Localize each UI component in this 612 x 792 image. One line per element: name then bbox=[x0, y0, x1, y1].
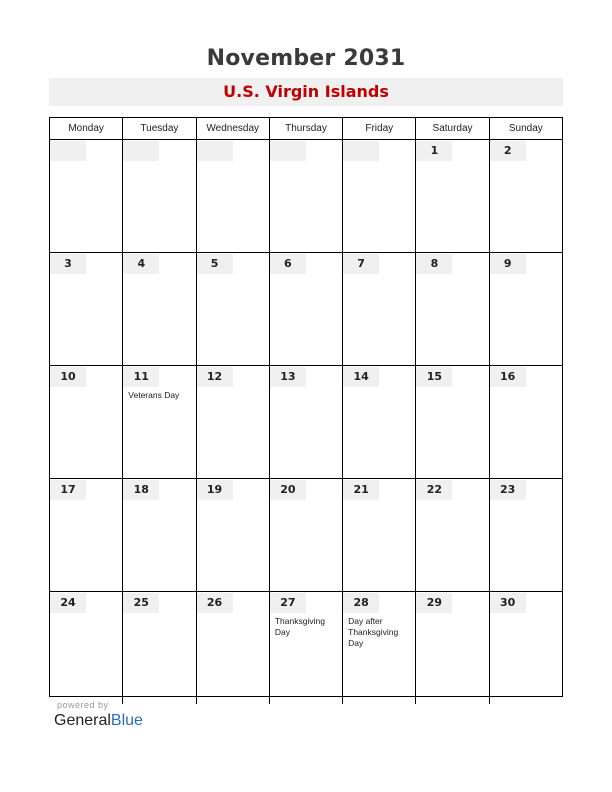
day-number bbox=[270, 141, 306, 161]
day-cell[interactable] bbox=[489, 366, 562, 478]
day-number: 29 bbox=[416, 593, 452, 613]
weekday-header: Tuesday bbox=[122, 118, 195, 139]
day-cell[interactable] bbox=[50, 479, 122, 591]
day-number: 21 bbox=[343, 480, 379, 500]
day-number: 17 bbox=[50, 480, 86, 500]
brand-blue: Blue bbox=[110, 712, 143, 729]
day-cell[interactable] bbox=[415, 479, 488, 591]
week-row bbox=[50, 140, 562, 253]
day-number: 4 bbox=[123, 254, 159, 274]
weeks-container bbox=[50, 140, 562, 704]
day-cell[interactable] bbox=[122, 366, 195, 478]
day-cell[interactable] bbox=[269, 366, 342, 478]
day-number: 15 bbox=[416, 367, 452, 387]
calendar-grid bbox=[49, 117, 563, 697]
day-number: 5 bbox=[197, 254, 233, 274]
holiday-label: Day after Thanksgiving Day bbox=[348, 616, 399, 648]
day-number: 10 bbox=[50, 367, 86, 387]
day-number: 9 bbox=[490, 254, 526, 274]
day-cell[interactable] bbox=[342, 253, 415, 365]
day-number: 26 bbox=[197, 593, 233, 613]
day-number: 3 bbox=[50, 254, 86, 274]
day-cell[interactable] bbox=[415, 592, 488, 704]
day-cell[interactable] bbox=[489, 479, 562, 591]
day-cell[interactable] bbox=[122, 253, 195, 365]
day-cell[interactable] bbox=[196, 253, 269, 365]
weekday-header: Thursday bbox=[269, 118, 342, 139]
day-cell[interactable] bbox=[196, 479, 269, 591]
day-number: 1 bbox=[416, 141, 452, 161]
day-number: 7 bbox=[343, 254, 379, 274]
week-row bbox=[50, 479, 562, 592]
day-cell[interactable] bbox=[196, 366, 269, 478]
day-number: 16 bbox=[490, 367, 526, 387]
day-cell[interactable] bbox=[269, 253, 342, 365]
day-number: 8 bbox=[416, 254, 452, 274]
day-number bbox=[197, 141, 233, 161]
day-cell[interactable] bbox=[122, 140, 195, 252]
weekday-header: Friday bbox=[342, 118, 415, 139]
day-number: 25 bbox=[123, 593, 159, 613]
day-number bbox=[50, 141, 86, 161]
day-cell[interactable] bbox=[342, 366, 415, 478]
day-number: 2 bbox=[490, 141, 526, 161]
holiday-label: Veterans Day bbox=[128, 390, 180, 400]
day-cell[interactable] bbox=[342, 592, 415, 704]
weekday-header: Wednesday bbox=[196, 118, 269, 139]
day-number: 18 bbox=[123, 480, 159, 500]
holiday-label: Thanksgiving Day bbox=[274, 616, 325, 637]
day-number: 14 bbox=[343, 367, 379, 387]
weekday-header: Sunday bbox=[489, 118, 562, 139]
day-cell[interactable] bbox=[489, 592, 562, 704]
page-title: November 2031 bbox=[206, 46, 406, 71]
weekday-header: Saturday bbox=[415, 118, 488, 139]
region-subtitle: U.S. Virgin Islands bbox=[49, 78, 563, 106]
day-number: 22 bbox=[416, 480, 452, 500]
day-number: 28 bbox=[343, 593, 379, 613]
day-cell[interactable] bbox=[415, 140, 488, 252]
day-cell[interactable] bbox=[122, 479, 195, 591]
day-number: 12 bbox=[197, 367, 233, 387]
day-cell[interactable] bbox=[342, 140, 415, 252]
day-cell[interactable] bbox=[489, 140, 562, 252]
day-cell[interactable] bbox=[342, 479, 415, 591]
day-number bbox=[343, 141, 379, 161]
day-cell[interactable] bbox=[122, 592, 195, 704]
day-cell[interactable] bbox=[269, 140, 342, 252]
day-cell[interactable] bbox=[50, 366, 122, 478]
day-cell[interactable] bbox=[269, 592, 342, 704]
powered-by-label: powered by bbox=[57, 700, 109, 710]
day-cell[interactable] bbox=[196, 140, 269, 252]
week-row bbox=[50, 366, 562, 479]
brand-general: General bbox=[54, 712, 111, 729]
day-cell[interactable] bbox=[196, 592, 269, 704]
day-cell[interactable] bbox=[415, 253, 488, 365]
day-cell[interactable] bbox=[50, 140, 122, 252]
day-number: 30 bbox=[490, 593, 526, 613]
day-number: 20 bbox=[270, 480, 306, 500]
day-cell[interactable] bbox=[269, 479, 342, 591]
day-number: 24 bbox=[50, 593, 86, 613]
weekday-header: Monday bbox=[68, 123, 104, 134]
day-cell[interactable] bbox=[489, 253, 562, 365]
day-cell[interactable] bbox=[50, 253, 122, 365]
weekday-header-row bbox=[50, 118, 562, 140]
day-number: 23 bbox=[490, 480, 526, 500]
day-cell[interactable] bbox=[415, 366, 488, 478]
day-number: 19 bbox=[197, 480, 233, 500]
week-row bbox=[50, 253, 562, 366]
day-number: 11 bbox=[123, 367, 159, 387]
day-cell[interactable] bbox=[50, 592, 122, 704]
brand-logo[interactable] bbox=[54, 712, 143, 730]
week-row bbox=[50, 592, 562, 704]
day-number: 13 bbox=[270, 367, 306, 387]
day-number: 27 bbox=[270, 593, 306, 613]
day-number bbox=[123, 141, 159, 161]
day-number: 6 bbox=[270, 254, 306, 274]
